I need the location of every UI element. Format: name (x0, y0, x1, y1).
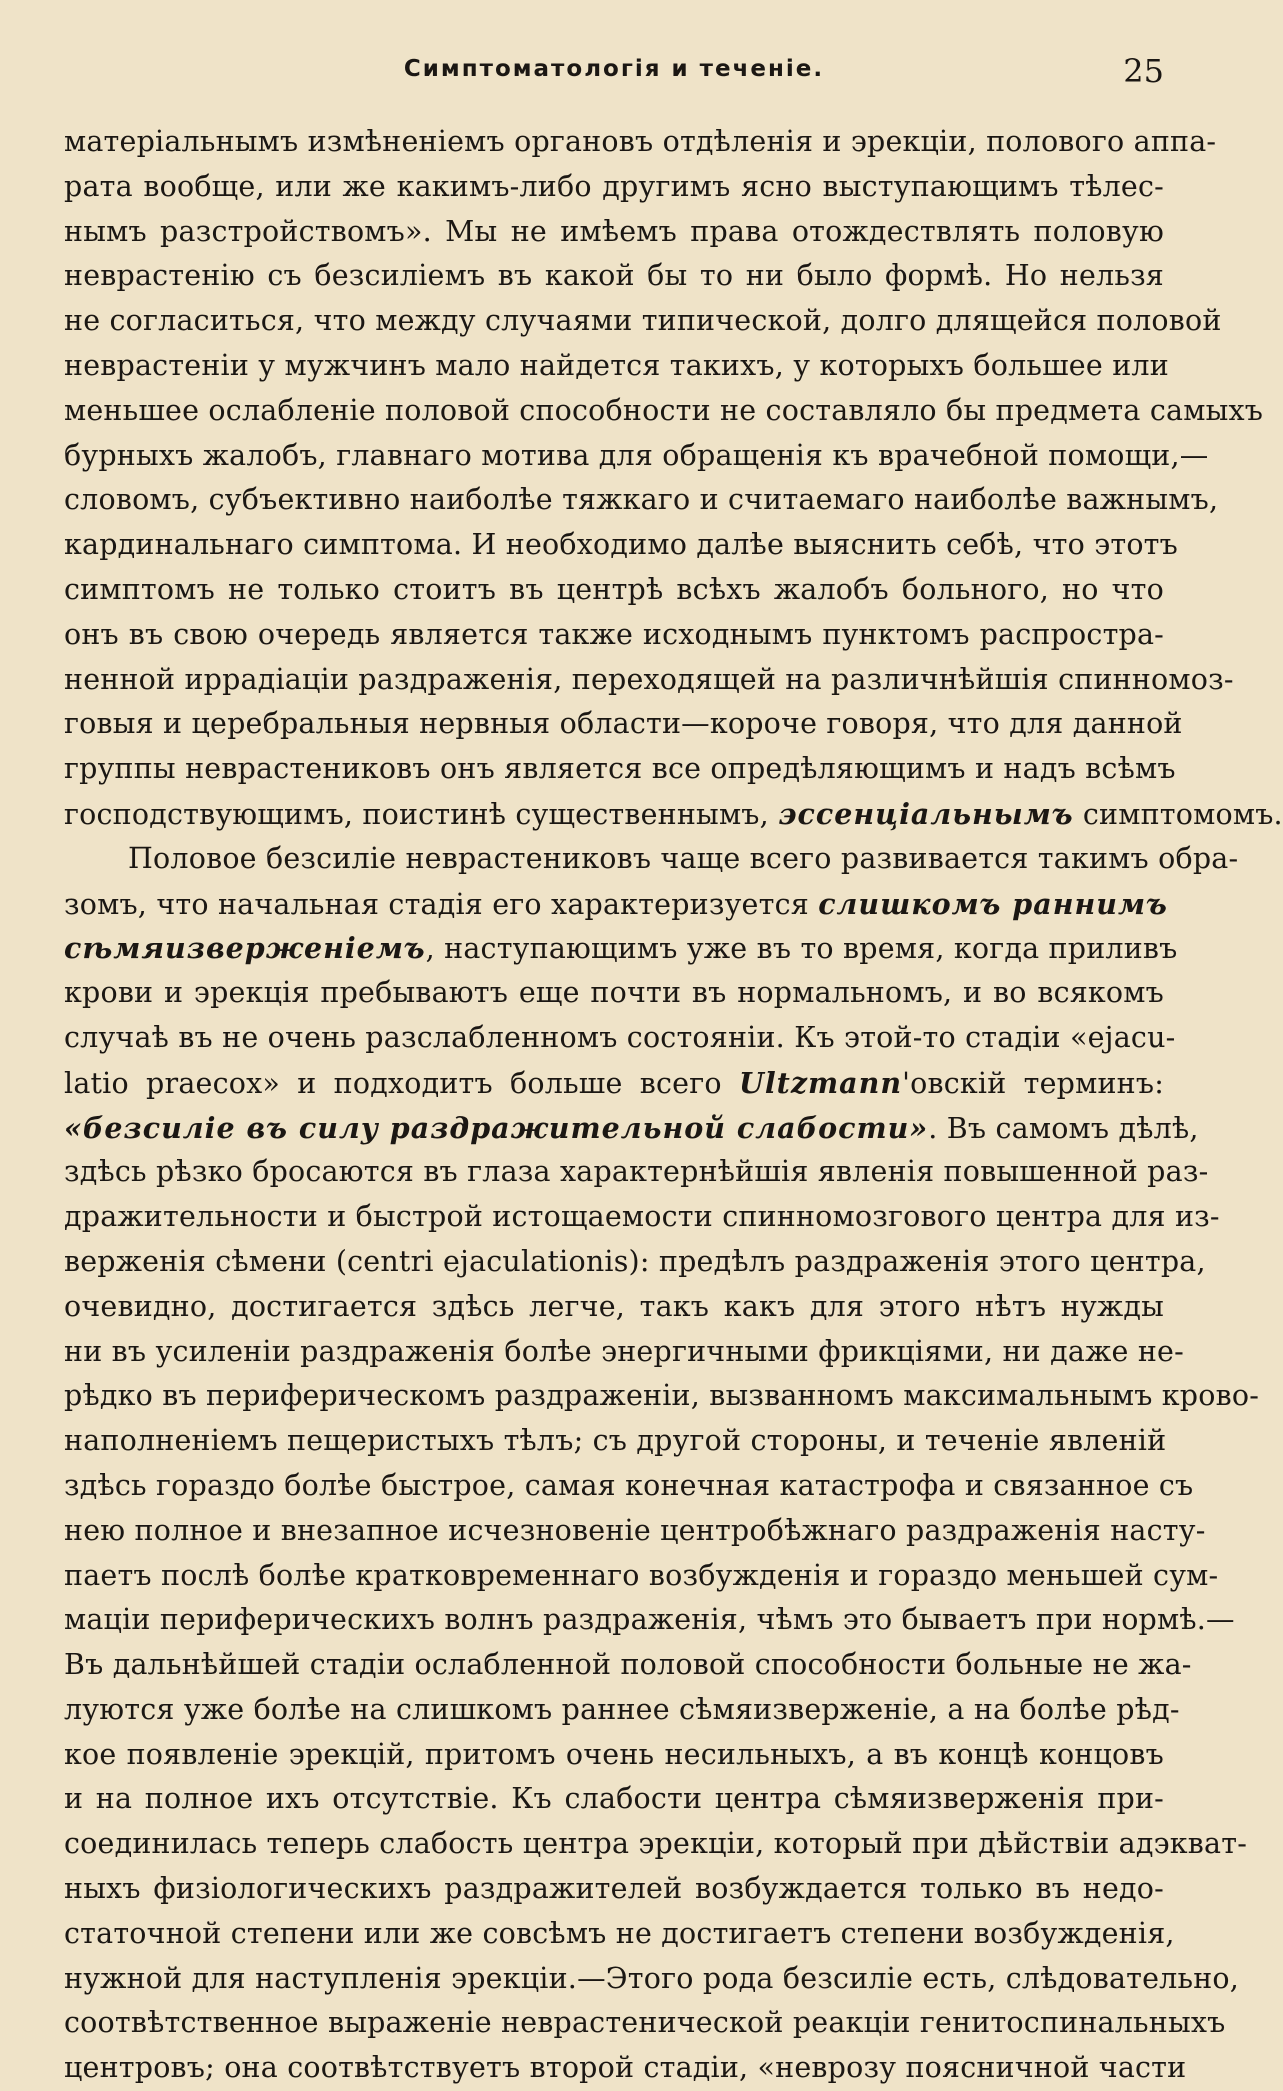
text-line (64, 1106, 1199, 1151)
text-line (64, 1061, 1164, 1106)
text-line: паетъ послѣ болѣе кратковременнаго возбужденія и гораздо меньшей сум- (64, 1558, 1219, 1592)
text-line: ненной иррадіаціи раздраженія, переходящей на различнѣйшія спинномоз- (64, 662, 1234, 696)
text-line: бурныхъ жалобъ, главнаго мотива для обращенія къ врачебной помощи,— (64, 438, 1209, 472)
text-line: соотвѣтственное выраженіе неврастенической реакціи генитоспинальныхъ (64, 2006, 1226, 2040)
text-line (64, 926, 1178, 971)
line-text: 'овскій терминъ: (902, 1066, 1164, 1100)
emphasized-term: «безсиліе въ силу раздражительной слабости» (64, 1110, 929, 1145)
text-line: симптомъ не только стоитъ въ центрѣ всѣхъ жалобъ больного, но что (64, 572, 1164, 606)
text-line: нужной для наступленія эрекціи.—Этого рода безсиліе есть, слѣдовательно, (64, 1961, 1240, 1995)
text-line: матеріальнымъ измѣненіемъ органовъ отдѣленія и эрекціи, полового аппа- (64, 125, 1217, 158)
text-line: и на полное ихъ отсутствіе. Къ слабости центра сѣмяизверженія при- (64, 1782, 1164, 1816)
text-line: центровъ; она соотвѣтствуетъ второй стадіи, «неврозу поясничной части (64, 2051, 1187, 2085)
text-line: наполненіемъ пещеристыхъ тѣлъ; съ другой стороны, и теченіе явленій (64, 1424, 1167, 1458)
text-line: здѣсь гораздо болѣе быстрое, самая конечная катастрофа и связанное съ (64, 1468, 1194, 1502)
text-line: словомъ, субъективно наиболѣе тяжкаго и считаемаго наиболѣе важнымъ, (64, 483, 1219, 517)
text-line: неврастенію съ безсиліемъ въ какой бы то ни было формѣ. Но нельзя (64, 259, 1164, 293)
line-text: зомъ, что начальная стадія его характеризуется (64, 887, 819, 921)
text-line: меньшее ослабленіе половой способности не составляло бы предмета самыхъ (64, 393, 1264, 427)
text-line: статочной степени или же совсѣмъ не достигаетъ степени возбужденія, (64, 1916, 1175, 1950)
author-name: Ultzmann (738, 1065, 903, 1100)
page-header (64, 52, 1164, 92)
text-line: нею полное и внезапное исчезновеніе центробѣжнаго раздраженія насту- (64, 1513, 1206, 1547)
line-text: . Въ самомъ дѣлѣ, (928, 1111, 1199, 1145)
text-line: Въ дальнѣйшей стадіи ослабленной половой способности больные не жа- (64, 1648, 1192, 1682)
page-number: 25 (1123, 52, 1164, 90)
text-line: кардинальнаго симптома. И необходимо далѣе выяснить себѣ, что этотъ (64, 528, 1178, 562)
text-line: нымъ разстройствомъ». Мы не имѣемъ права отождествлять половую (64, 214, 1164, 248)
text-line: ни въ усиленіи раздраженія болѣе энергичными фрикціями, ни даже не- (64, 1334, 1184, 1368)
paragraph-start-line: Половое безсиліе неврастениковъ чаще всего развивается такимъ обра- (128, 841, 1239, 875)
text-line: неврастеніи у мужчинъ мало найдется такихъ, у которыхъ большее или (64, 348, 1169, 382)
text-line: рата вообще, или же какимъ-либо другимъ ясно выступающимъ тѣлес- (64, 169, 1164, 203)
text-line: онъ въ свою очередь является также исходнымъ пунктомъ распростра- (64, 617, 1164, 651)
text-line: луются уже болѣе на слишкомъ раннее сѣмяизверженіе, а на болѣе рѣд- (64, 1692, 1180, 1726)
text-line: кое появленіе эрекцій, притомъ очень несильныхъ, а въ концѣ концовъ (64, 1737, 1164, 1771)
emphasized-term: сѣмяизверженіемъ (64, 931, 426, 966)
text-line: верженія сѣмени (centri ejaculationis): предѣлъ раздраженія этого центра, (64, 1244, 1206, 1278)
line-text: latio praecox» и подходитъ больше всего (64, 1066, 739, 1100)
text-line: говыя и церебральныя нервныя области—короче говоря, что для данной (64, 707, 1183, 741)
text-line: здѣсь рѣзко бросаются въ глаза характернѣйшія явленія повышенной раз- (64, 1155, 1209, 1189)
line-text: господствующимъ, поистинѣ существеннымъ, (64, 797, 779, 831)
text-line: рѣдко въ периферическомъ раздраженіи, вызванномъ максимальнымъ крово- (64, 1379, 1260, 1413)
paragraph-end-line (64, 792, 1283, 837)
text-line (64, 882, 1168, 927)
text-line: крови и эрекція пребываютъ еще почти въ нормальномъ, и во всякомъ (64, 976, 1164, 1010)
body-text (64, 120, 1283, 2091)
text-line: ныхъ физіологическихъ раздражителей возбуждается только въ недо- (64, 1872, 1164, 1906)
text-line: не согласиться, что между случаями типической, долго длящейся половой (64, 304, 1222, 338)
text-line: маціи периферическихъ волнъ раздраженія, чѣмъ это бываетъ при нормѣ.— (64, 1603, 1235, 1637)
text-line: группы неврастениковъ онъ является все опредѣляющимъ и надъ всѣмъ (64, 752, 1176, 786)
line-text: , наступающимъ уже въ то время, когда приливъ (425, 932, 1178, 966)
emphasized-term: эссенціальнымъ (778, 796, 1074, 831)
text-line: случаѣ въ не очень разслабленномъ состояніи. Къ этой-то стадіи «ejacu- (64, 1020, 1176, 1054)
text-line: соединилась теперь слабость центра эрекціи, который при дѣйствіи адэкват- (64, 1827, 1248, 1861)
text-line: очевидно, достигается здѣсь легче, такъ какъ для этого нѣтъ нужды (64, 1289, 1164, 1323)
text-line: дражительности и быстрой истощаемости спинномозгового центра для из- (64, 1200, 1220, 1234)
emphasized-term: слишкомъ раннимъ (818, 886, 1168, 921)
line-text: симптомомъ. (1073, 797, 1283, 831)
running-head: Симптоматологія и теченіе. (403, 56, 825, 82)
